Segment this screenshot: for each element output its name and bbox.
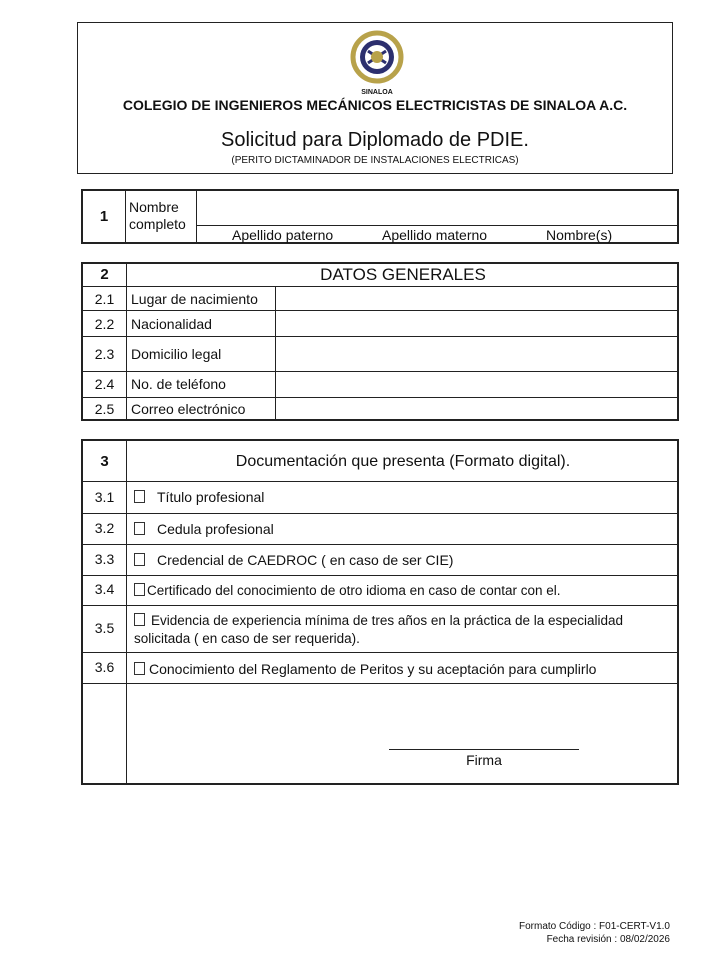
signature-line xyxy=(389,749,579,750)
divider xyxy=(275,286,276,421)
row-number: 3.4 xyxy=(94,581,115,597)
row-number: 3.6 xyxy=(94,659,115,675)
college-logo xyxy=(346,29,408,91)
divider xyxy=(83,683,679,684)
section1-number: 1 xyxy=(99,208,109,225)
field-label-correo: Correo electrónico xyxy=(131,401,246,417)
signature-area[interactable] xyxy=(389,721,579,749)
section1-table xyxy=(81,189,679,244)
divider xyxy=(83,652,679,653)
field-label-domicilio: Domicilio legal xyxy=(131,346,222,362)
row-number: 2.4 xyxy=(94,376,115,392)
divider xyxy=(126,441,127,785)
divider xyxy=(83,575,679,576)
checkbox-credencial[interactable] xyxy=(134,553,145,566)
doc-item-experiencia xyxy=(134,612,623,648)
logo-text: SINALOA xyxy=(361,89,393,96)
divider xyxy=(196,225,679,226)
domicilio-input[interactable] xyxy=(277,337,677,370)
divider xyxy=(125,191,126,244)
correo-input[interactable] xyxy=(277,398,677,420)
divider xyxy=(83,605,679,606)
doc-label: Título profesional xyxy=(157,489,265,505)
doc-label: Credencial de CAEDROC ( en caso de ser CIE) xyxy=(157,552,454,568)
nacionalidad-input[interactable] xyxy=(277,311,677,335)
name-label: Nombre completo xyxy=(129,199,186,232)
doc-item-titulo xyxy=(134,489,264,505)
row-number: 2.3 xyxy=(94,346,115,362)
doc-item-cedula xyxy=(134,521,274,537)
divider xyxy=(83,513,679,514)
checkbox-experiencia[interactable] xyxy=(134,613,145,626)
field-label-telefono: No. de teléfono xyxy=(131,376,226,392)
row-number: 3.2 xyxy=(94,520,115,536)
section2-number: 2 xyxy=(100,266,109,283)
checkbox-titulo[interactable] xyxy=(134,490,145,503)
section3-number: 3 xyxy=(100,453,109,470)
divider xyxy=(196,191,197,244)
subfield-apellido-paterno: Apellido paterno xyxy=(232,227,334,243)
revision-date: Fecha revisión : 08/02/2026 xyxy=(546,934,670,945)
doc-item-reglamento xyxy=(134,661,596,677)
form-subtitle: (PERITO DICTAMINADOR DE INSTALACIONES ELECTRICAS) xyxy=(231,155,519,166)
name-input-field[interactable] xyxy=(198,192,678,224)
row-number: 2.2 xyxy=(94,316,115,332)
doc-label: Cedula profesional xyxy=(157,521,274,537)
row-number: 3.5 xyxy=(94,620,115,636)
doc-item-credencial xyxy=(134,552,453,568)
subfield-apellido-materno: Apellido materno xyxy=(382,227,488,243)
signature-label: Firma xyxy=(466,752,502,768)
divider xyxy=(83,481,679,482)
row-number: 3.3 xyxy=(94,551,115,567)
field-label-lugar-nacimiento: Lugar de nacimiento xyxy=(131,291,258,307)
checkbox-reglamento[interactable] xyxy=(134,662,145,675)
doc-label: Evidencia de experiencia mínima de tres años en la práctica de la especialidad xyxy=(151,613,624,628)
section2-table xyxy=(81,262,679,421)
telefono-input[interactable] xyxy=(277,372,677,396)
doc-label: Certificado del conocimiento de otro idioma en caso de contar con el. xyxy=(147,583,561,598)
org-name: COLEGIO DE INGENIEROS MECÁNICOS ELECTRICISTAS DE SINALOA A.C. xyxy=(122,97,628,113)
doc-label: Conocimiento del Reglamento de Peritos y su aceptación para cumplirlo xyxy=(149,661,597,677)
row-number: 2.1 xyxy=(94,291,115,307)
form-title: Solicitud para Diplomado de PDIE. xyxy=(221,129,529,151)
divider xyxy=(83,544,679,545)
subfield-nombres: Nombre(s) xyxy=(546,227,613,243)
section3-title: Documentación que presenta (Formato digital). xyxy=(235,453,571,470)
doc-item-idioma xyxy=(134,583,560,598)
header-box xyxy=(77,22,673,174)
section3-table xyxy=(81,439,679,785)
row-number: 2.5 xyxy=(94,401,115,417)
doc-label-continued: solicitada ( en caso de ser requerida). xyxy=(134,631,360,646)
checkbox-idioma[interactable] xyxy=(134,583,145,596)
lugar-nacimiento-input[interactable] xyxy=(277,287,677,309)
section2-title: DATOS GENERALES xyxy=(320,265,486,284)
field-label-nacionalidad: Nacionalidad xyxy=(131,316,212,332)
checkbox-cedula[interactable] xyxy=(134,522,145,535)
format-code: Formato Código : F01-CERT-V1.0 xyxy=(519,921,670,932)
row-number: 3.1 xyxy=(94,489,115,505)
